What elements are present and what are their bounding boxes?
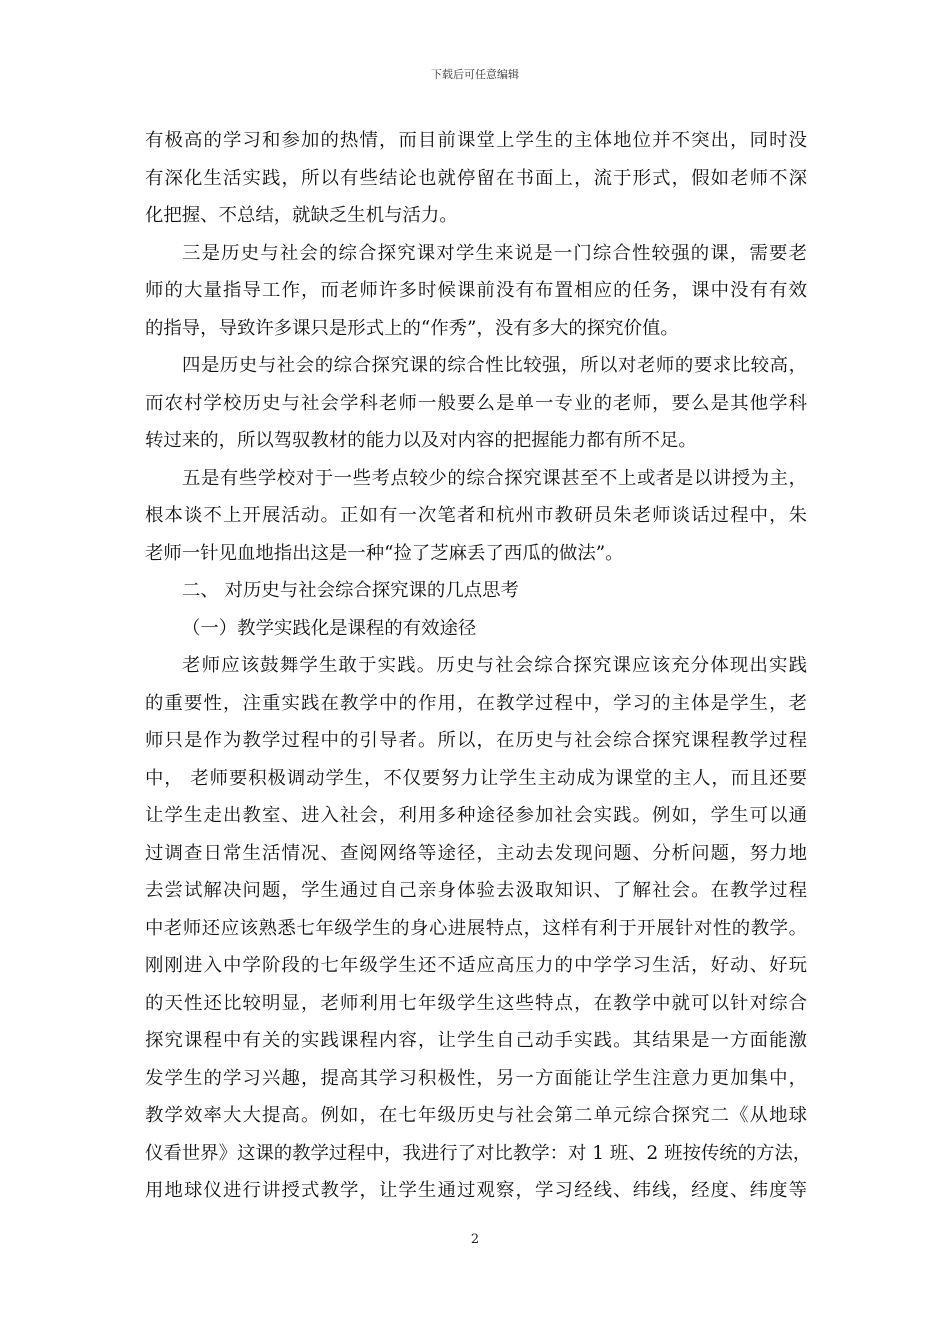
text-line: 师的大量指导工作，而老师许多时候课前没有布置相应的任务，课中没有有效 — [145, 280, 807, 301]
text-line: 四是历史与社会的综合探究课的综合性比较强，所以对老师的要求比较高， — [182, 355, 807, 376]
text-line: 用地球仪进行讲授式教学，让学生通过观察，学习经线、纬线，经度、纬度等 — [145, 1180, 807, 1201]
text-line: 教学效率大大提高。例如，在七年级历史与社会第二单元综合探究二《从地球 — [145, 1105, 807, 1126]
text-line: 仪看世界》这课的教学过程中，我进行了对比教学：对 1 班、2 班按传统的方法， — [145, 1142, 812, 1164]
text-line: 刚刚进入中学阶段的七年级学生还不适应高压力的中学学习生活，好动、好玩 — [145, 955, 807, 976]
text-line: 三是历史与社会的综合探究课对学生来说是一门综合性较强的课，需要老 — [182, 242, 807, 264]
text-line: 而农村学校历史与社会学科老师一般要么是单一专业的老师，要么是其他学科 — [145, 392, 807, 414]
text-line: 师只是作为教学过程中的引导者。所以，在历史与社会综合探究课程教学过程 — [145, 730, 807, 751]
text-line: 中， 老师要积极调动学生，不仅要努力让学生主动成为课堂的主人，而且还要 — [145, 767, 807, 789]
text-line: 老师应该鼓舞学生敢于实践。历史与社会综合探究课应该充分体现出实践 — [182, 655, 807, 676]
text-line: 让学生走出教室、进入社会，利用多种途径参加社会实践。例如，学生可以通 — [145, 805, 807, 826]
page-number: 2 — [470, 1232, 480, 1247]
text-line: （一）教学实践化是课程的有效途径 — [182, 617, 477, 639]
text-line: 转过来的，所以驾驭教材的能力以及对内容的把握能力都有所不足。 — [145, 430, 697, 451]
text-line: 过调查日常生活情况、查阅网络等途径，主动去发现问题、分析问题，努力地 — [145, 842, 807, 864]
text-line: 探究课程中有关的实践课程内容，让学生自己动手实践。其结果是一方面能激 — [145, 1030, 807, 1051]
document-body — [145, 122, 812, 1210]
text-line: 发学生的学习兴趣，提高其学习积极性，另一方面能让学生注意力更加集中， — [145, 1067, 807, 1089]
text-line: 根本谈不上开展活动。正如有一次笔者和杭州市教研员朱老师谈话过程中，朱 — [145, 505, 807, 526]
text-line: 有深化生活实践，所以有些结论也就停留在书面上，流于形式，假如老师不深 — [145, 167, 807, 189]
text-line: 中老师还应该熟悉七年级学生的身心进展特点，这样有利于开展针对性的教学。 — [145, 917, 807, 939]
text-line: 五是有些学校对于一些考点较少的综合探究课甚至不上或者是以讲授为主， — [182, 467, 807, 489]
text-line: 老师一针见血地指出这是一种“捡了芝麻丢了西瓜的做法”。 — [145, 542, 624, 564]
text-line: 的重要性，注重实践在教学中的作用，在教学过程中，学习的主体是学生，老 — [145, 692, 807, 714]
text-line: 的指导，导致许多课只是形式上的“作秀”，没有多大的探究价值。 — [145, 317, 679, 339]
text-line: 的天性还比较明显，老师利用七年级学生这些特点，在教学中就可以针对综合 — [145, 992, 807, 1014]
text-line: 化把握、不总结，就缺乏生机与活力。 — [145, 205, 458, 226]
page-header: 下载后可任意编辑 — [431, 68, 519, 81]
text-line: 二、 对历史与社会综合探究课的几点思考 — [182, 580, 519, 601]
text-line: 去尝试解决问题，学生通过自己亲身体验去汲取知识、了解社会。在教学过程 — [145, 880, 807, 901]
text-line: 有极高的学习和参加的热情，而目前课堂上学生的主体地位并不突出，同时没 — [145, 130, 807, 151]
